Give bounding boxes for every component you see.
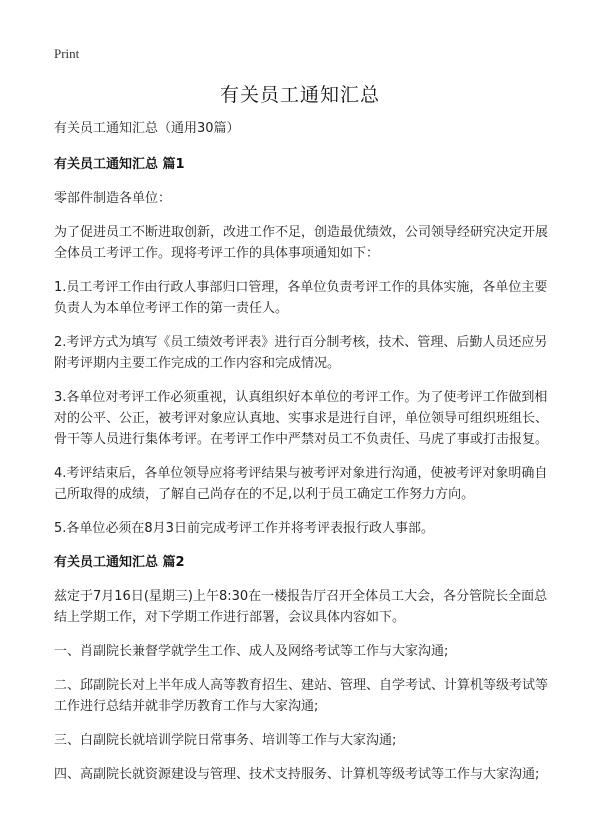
document-body xyxy=(54,118,554,798)
page-title: 有关员工通知汇总 xyxy=(219,84,380,106)
paragraph: 5.各单位必须在8月3日前完成考评工作并将考评表报行政人事部。 xyxy=(54,521,434,536)
paragraph: 兹定于7月16日(星期三)上午8:30在一楼报告厅召开全体员工大会，各分管院长全面总结上学期工作，对下学期工作进行部署，会议具体内容如下。 xyxy=(54,589,548,625)
paragraph: 零部件制造各单位： xyxy=(54,191,172,206)
paragraph: 3.各单位对考评工作必须重视，认真组织好本单位的考评工作。为了使考评工作做到相对的公平、公正，被考评对象应认真地、实事求是进行自评，单位领导可组织班组长、骨干等人员进行集体考评。在考评工作中严禁对员工不负责任、马虎了事或打击报复。 xyxy=(54,390,549,447)
paragraph: 三、白副院长就培训学院日常事务、培训等工作与大家沟通; xyxy=(54,733,397,748)
print-label: Print xyxy=(54,46,80,61)
paragraph: 4.考评结束后，各单位领导应将考评结果与被考评对象进行沟通，使被考评对象明确自己所取得的成绩，了解自己尚存在的不足,以利于员工确定工作努力方向。 xyxy=(54,466,548,502)
document-subtitle: 有关员工通知汇总（通用30篇） xyxy=(54,121,240,136)
paragraph: 1.员工考评工作由行政人事部归口管理，各单位负责考评工作的具体实施，各单位主要负责人为本单位考评工作的第一责任人。 xyxy=(54,280,548,316)
section-heading: 有关员工通知汇总 篇2 xyxy=(54,555,185,570)
paragraph: 为了促进员工不断进取创新，改进工作不足，创造最优绩效，公司领导经研究决定开展全体员工考评工作。现将考评工作的具体事项通知如下： xyxy=(54,225,549,261)
section-2 xyxy=(54,552,554,785)
paragraph: 一、肖副院长兼督学就学生工作、成人及网络考试等工作与大家沟通; xyxy=(54,644,449,659)
paragraph: 二、邱副院长对上半年成人高等教育招生、建站、管理、自学考试、计算机等级考试等工作进行总结并就非学历教育工作与大家沟通; xyxy=(54,678,549,714)
paragraph: 2.考评方式为填写《员工绩效考评表》进行百分制考核，技术、管理、后勤人员还应另附考评期内主要工作完成的工作内容和完成情况。 xyxy=(54,335,548,371)
section-heading: 有关员工通知汇总 篇1 xyxy=(54,157,185,172)
paragraph: 四、高副院长就资源建设与管理、技术支持服务、计算机等级考试等工作与大家沟通; xyxy=(54,767,540,782)
section-1 xyxy=(54,154,554,539)
